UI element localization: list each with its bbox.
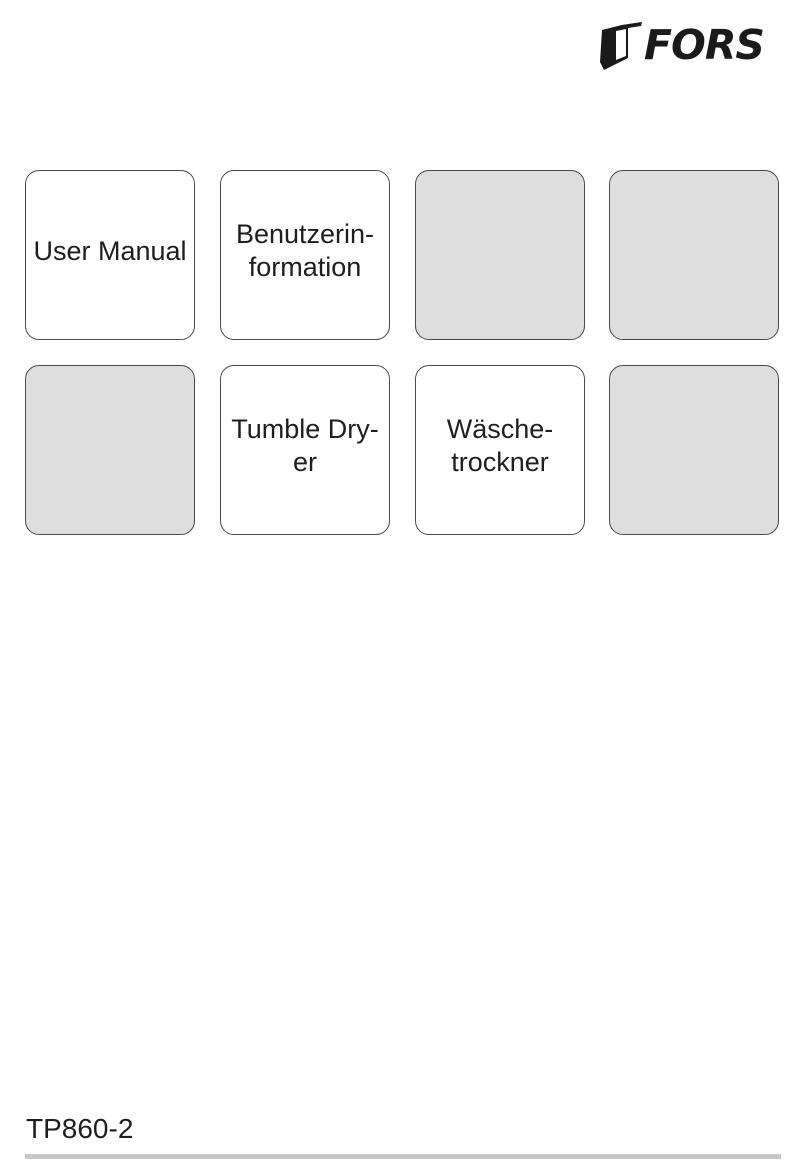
tile-label: Benutzerin- formation [235,219,375,282]
footer-divider [25,1154,781,1159]
tile-label: Wäsche- trockner [446,413,554,477]
tile-empty [415,170,585,340]
tile-benutzerinformation [220,170,390,340]
tile-label: Tumble Dry- er [231,413,379,477]
fors-flag-mark-icon [598,22,644,72]
model-number: TP860-2 [26,1113,134,1144]
brand-logo [598,22,784,72]
tile-user-manual [25,170,195,340]
tile-empty [609,170,779,340]
tile-waeschetrockner [415,365,585,535]
tile-label: User Manual [33,235,187,266]
tile-empty [25,365,195,535]
tile-tumble-dryer [220,365,390,535]
language-tile-grid [25,170,781,538]
brand-name: FORS [644,21,764,69]
tile-empty [609,365,779,535]
